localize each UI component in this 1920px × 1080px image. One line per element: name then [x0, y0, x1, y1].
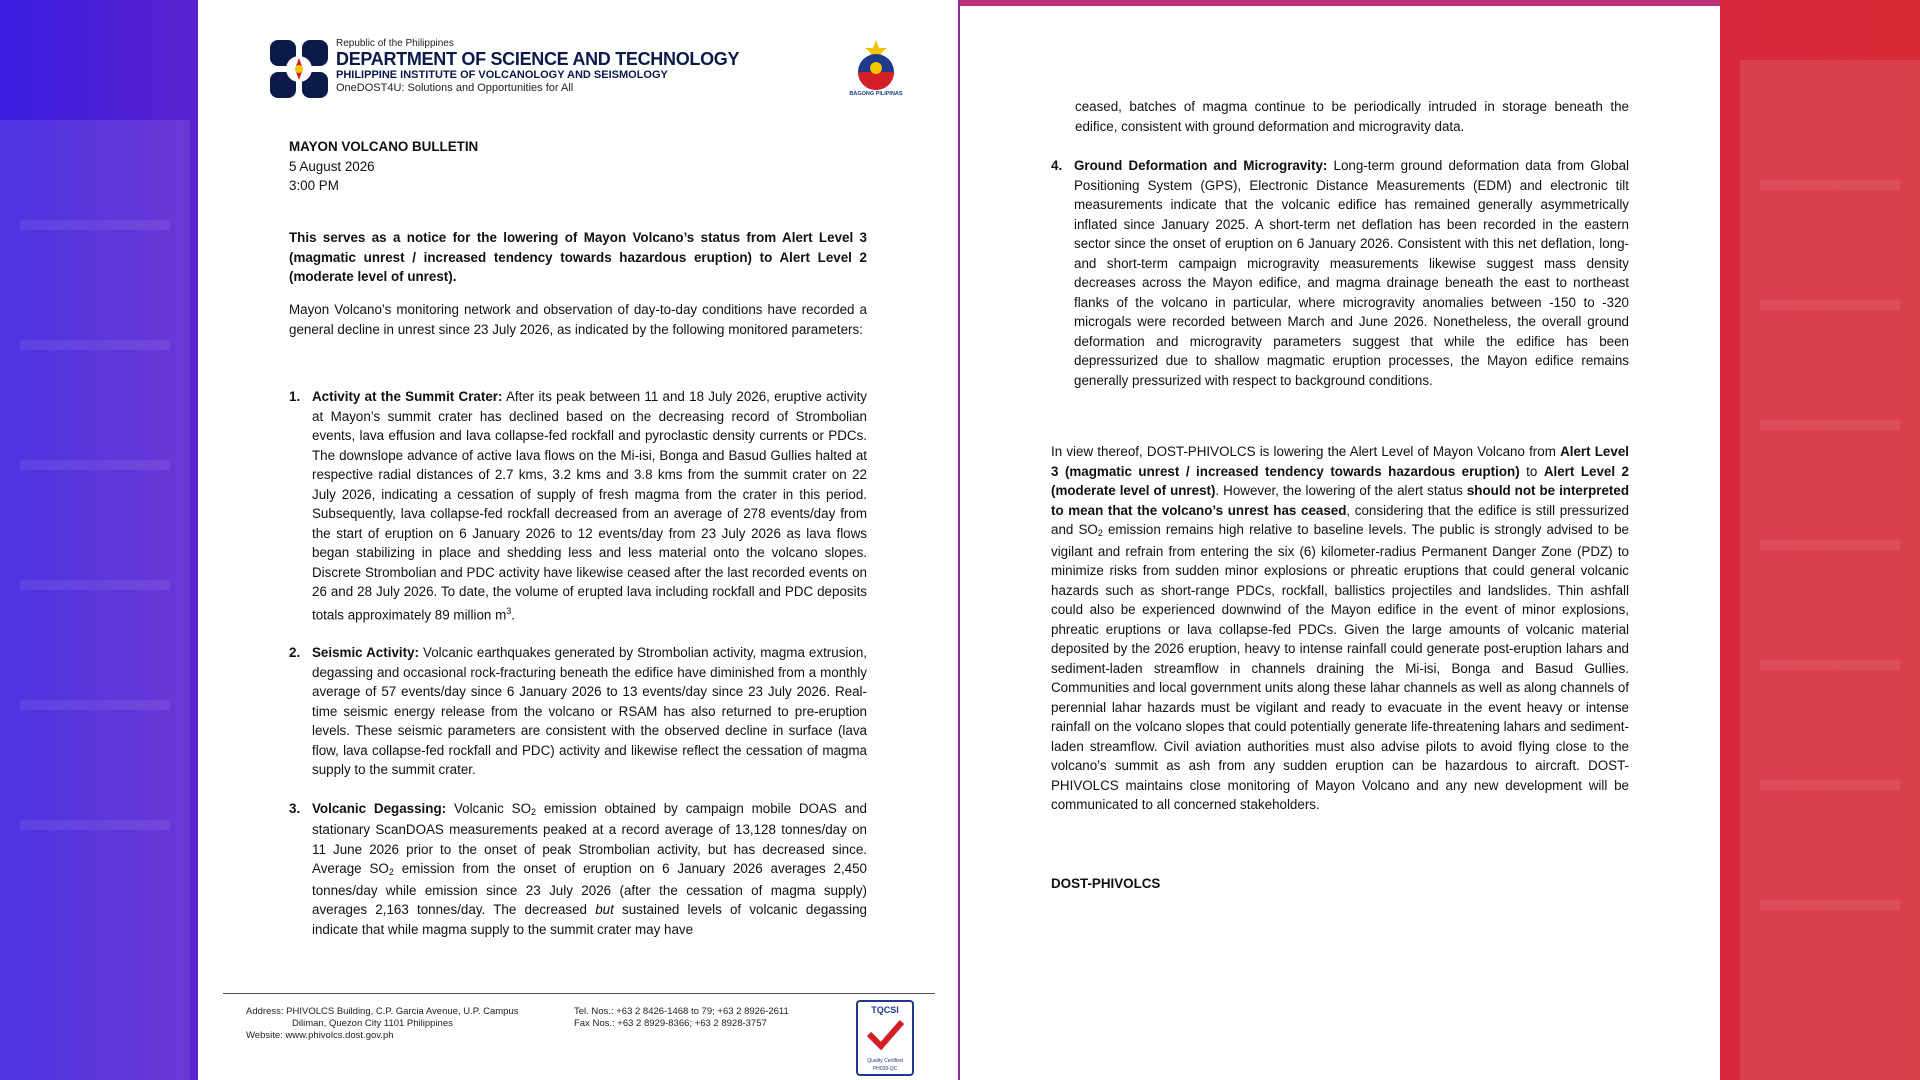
notice-paragraph: This serves as a notice for the lowering of Mayon Volcano’s status from Alert Level 3 (magmatic unrest / increased tendency towards hazardous eruption) to Alert Level 2 (moderate level of unrest).	[289, 230, 867, 284]
department-name: DEPARTMENT OF SCIENCE AND TECHNOLOGY	[336, 49, 740, 69]
item-text: Long-term ground deformation data from Global Positioning System (GPS), Electronic Distance Measurements (EDM) and electronic tilt measurements indicate that the volcanic edifice has remained generally asymmetrically inflated since January 2025. A short-term net deflation has been recorded in the eastern sector since the onset of eruption on 6 January 2026. Consistent with this net deflation, long- and short-term campaign microgravity measurements likewise suggest mass density decreases across the Mayon edifice, and magma drainage beneath the east to northeast flanks of the volcano in particular, where microgravity anomalies between -150 to -320 microgals were recorded between March and June 2026. Nonetheless, the overall ground deformation and microgravity parameters suggest that while the edifice has been depressurized due to shallow magmatic eruption processes, the Mayon edifice remains generally pressurized with respect to background conditions.	[1074, 158, 1629, 388]
dost-logo	[268, 38, 330, 100]
bulletin-title: MAYON VOLCANO BULLETIN	[289, 139, 479, 154]
parameter-list	[289, 387, 867, 939]
document-page-1	[198, 0, 958, 1080]
bulletin-date: 5 August 2026	[289, 158, 375, 174]
list-item: 2. Seismic Activity: Volcanic earthquakes generated by Strombolian activity, magma extrusion, degassing and occasional rock-fracturing beneath the edifice have diminished from a monthly average of 57 events/day since 6 January 2026 to 13 events/day since 23 July 2026. Real-time seismic energy release from the volcano or RSAM has also returned to pre-eruption levels. These seismic parameters are consistent with the observed decline in surface (lava flow, lava collapse-fed rockfall and PDC) activity and likewise reflect the cessation of magma supply to the summit crater.	[289, 645, 867, 778]
item-heading: Seismic Activity:	[312, 645, 419, 661]
checkmark-icon	[865, 1020, 905, 1050]
republic-label: Republic of the Philippines	[336, 38, 454, 49]
footer-address: Address: PHIVOLCS Building, C.P. Garcia Avenue, U.P. Campus Diliman, Quezon City 1101 Philippines Website: www.phivolcs.dost.gov.ph	[246, 1006, 519, 1041]
bulletin-header	[289, 137, 867, 196]
list-item: 1. Activity at the Summit Crater: After its peak between 11 and 18 July 2026, eruptive activity at Mayon’s summit crater has declined based on the decreasing record of Strombolian events, lava effusion and lava collapse-fed rockfall and pyroclastic density currents or PDCs. The downslope advance of active lava flows on the Mi-isi, Bonga and Basud Gullies halted at respective radial distances of 2.7 kms, 3.2 kms and 3.8 kms from the summit crater on 22 July 2026, indicating a cessation of supply of fresh magma from the crater in this period. Subsequently, lava collapse-fed rockfall decreased from an average of 278 events/day from the start of eruption on 6 January 2026 to 12 events/day from 23 July 2026 as lava flows began stabilizing in place and shedding less and less material onto the volcano slopes. Discrete Strombolian and PDC activity have likewise ceased after the last recorded events on 26 and 28 July 2026. To date, the volume of erupted lava including rockfall and PDC deposits totals approximately 89 million $m^3$.	[289, 389, 867, 622]
item-text: Volcanic earthquakes generated by Strombolian activity, magma extrusion, degassing and occasional rock-fracturing beneath the edifice have diminished from a monthly average of 57 events/day since 6 January 2026 to 13 events/day since 23 July 2026. Real-time seismic energy release from the volcano or RSAM has also returned to pre-eruption levels. These seismic parameters are consistent with the observed decline in surface (lava flow, lava collapse-fed rockfall and PDC) activity and likewise reflect the cessation of magma supply to the summit crater.	[312, 645, 867, 778]
conclusion-paragraph: In view thereof, DOST-PHIVOLCS is lowering the Alert Level of Mayon Volcano from Alert Level 3 (magmatic unrest / increased tendency towards hazardous eruption) to Alert Level 2 (moderate level of unrest). However, the lowering of the alert status should not be interpreted to mean that the volcano’s unrest has ceased, considering that the edifice is still pressurized and $SO_2$ emission remains high relative to baseline levels. The public is strongly advised to be vigilant and refrain from entering the six (6) kilometer-radius Permanent Danger Zone (PDZ) to minimize risks from sudden minor explosions or phreatic eruptions that could general volcanic hazards such as short-range PDCs, rockfall, ballistics projectiles and landslides. Thin ashfall could also be experienced downwind of the Mayon edifice in the event of minor explosions, phreatic eruptions or lava collapse-fed PDCs. Given the large amounts of volcanic material deposited by the 2026 eruption, heavy to intense rainfall could generate post-eruption lahars and sediment-laden streamflow in channels draining the Mi-isi, Bonga and Basud Gullies. Communities and local government units along these lahar channels as well as along channels of perennial lahar hazards must be vigilant and ready to evacuate in the event heavy or intense rainfall on the volcano slopes that could potentially generate life-threatening lahars and sediment-laden streamflow. Civil aviation authorities must also advise pilots to avoid flying close to the volcano’s summit as ash from any sudden eruption can be hazardous to aircraft. DOST-PHIVOLCS maintains close monitoring of Mayon Volcano and any new development will be communicated to all concerned stakeholders.	[1051, 444, 1630, 812]
bagong-pilipinas-logo	[844, 38, 908, 100]
footer-divider	[223, 993, 935, 994]
footer-contacts: Tel. Nos.: +63 2 8426-1468 to 79; +63 2 8926-2611 Fax Nos.: +63 2 8929-8366; +63 2 8928-3757	[574, 1006, 789, 1029]
list-item: 4. Ground Deformation and Microgravity: Long-term ground deformation data from Global Positioning System (GPS), Electronic Distance Measurements (EDM) and electronic tilt measurements indicate that the volcanic edifice has remained generally asymmetrically inflated since January 2025. A short-term net deflation has been recorded in the eastern sector since the onset of eruption on 6 January 2026. Consistent with this net deflation, long- and short-term campaign microgravity measurements likewise suggest mass density decreases across the Mayon edifice, and magma drainage beneath the east to northeast flanks of the volcano in particular, where microgravity anomalies between -150 to -320 microgals were recorded between March and June 2026. Nonetheless, the overall ground deformation and microgravity parameters suggest that while the edifice has been depressurized due to shallow magmatic eruption processes, the Mayon edifice remains generally pressurized with respect to background conditions.	[1051, 158, 1629, 388]
item-heading: Activity at the Summit Crater:	[312, 389, 503, 404]
bagong-pilipinas-caption: BAGONG PILIPINAS	[849, 91, 903, 97]
certification-badge: TQCSI Quality Certified PH039-QC	[856, 1000, 914, 1076]
item-text: After its peak between 11 and 18 July 2026, eruptive activity at Mayon’s summit crater has declined based on the decreasing record of Strombolian events, lava effusion and lava collapse-fed rockfall and pyroclastic density currents or PDCs. The downslope advance of active lava flows on the Mi-isi, Bonga and Basud Gullies halted at respective radial distances of 2.7 kms, 3.2 kms and 3.8 kms from the summit crater on 22 July 2026, indicating a cessation of supply of fresh magma from the crater in this period. Subsequently, lava collapse-fed rockfall decreased from an average of 278 events/day from the start of eruption on 6 January 2026 to 12 events/day from 23 July 2026 as lava flows began stabilizing in place and shedding less and less material onto the volcano slopes. Discrete Strombolian and PDC activity have likewise ceased after the last recorded events on 26 and 28 July 2026. To date, the volume of erupted lava including rockfall and PDC deposits totals approximately 89 million m	[312, 389, 867, 622]
bulletin-time: 3:00 PM	[289, 178, 339, 193]
institute-name: PHILIPPINE INSTITUTE OF VOLCANOLOGY AND SEISMOLOGY	[336, 69, 668, 81]
website-link[interactable]: www.phivolcs.dost.gov.ph	[285, 1030, 394, 1041]
tagline: OneDOST4U: Solutions and Opportunities for All	[336, 82, 574, 94]
document-page-2	[960, 6, 1720, 1080]
letterhead	[268, 38, 908, 104]
intro-paragraph: Mayon Volcano’s monitoring network and observation of day-to-day conditions have recorded a general decline in unrest since 23 July 2026, as indicated by the following monitored parameters:	[289, 302, 867, 337]
list-item: 3. Volcanic Degassing: Volcanic $SO_2$ emission obtained by campaign mobile DOAS and stationary ScanDOAS measurements peaked at a record average of 13,128 tonnes/day on 11 June 2026 prior to the onset of peak Strombolian activity, but has decreased since. Average $SO_2$ emission from the onset of eruption on 6 January 2026 averages 2,450 tonnes/day while emission since 23 July 2026 (after the cessation of magma supply) averages 2,163 tonnes/day. The decreased but sustained levels of volcanic degassing indicate that while magma supply to the summit crater may have	[289, 800, 868, 937]
signature: DOST-PHIVOLCS	[1051, 876, 1161, 891]
item-heading: Ground Deformation and Microgravity:	[1074, 158, 1328, 173]
item-heading: Volcanic Degassing:	[312, 800, 447, 816]
item-3-continued: ceased, batches of magma continue to be periodically intruded in storage beneath the edifice, consistent with ground deformation and microgravity data.	[1075, 99, 1629, 134]
